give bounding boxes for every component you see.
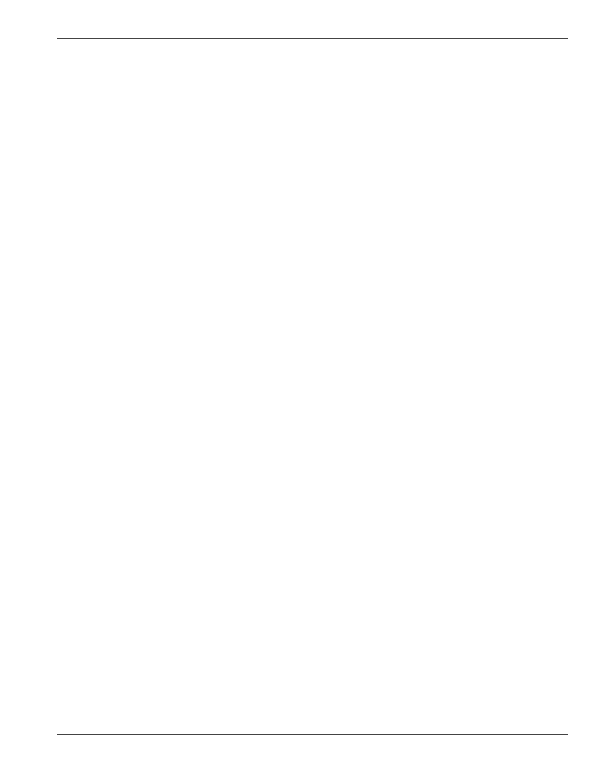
bottom-rule (57, 734, 568, 735)
top-rule (57, 38, 568, 39)
